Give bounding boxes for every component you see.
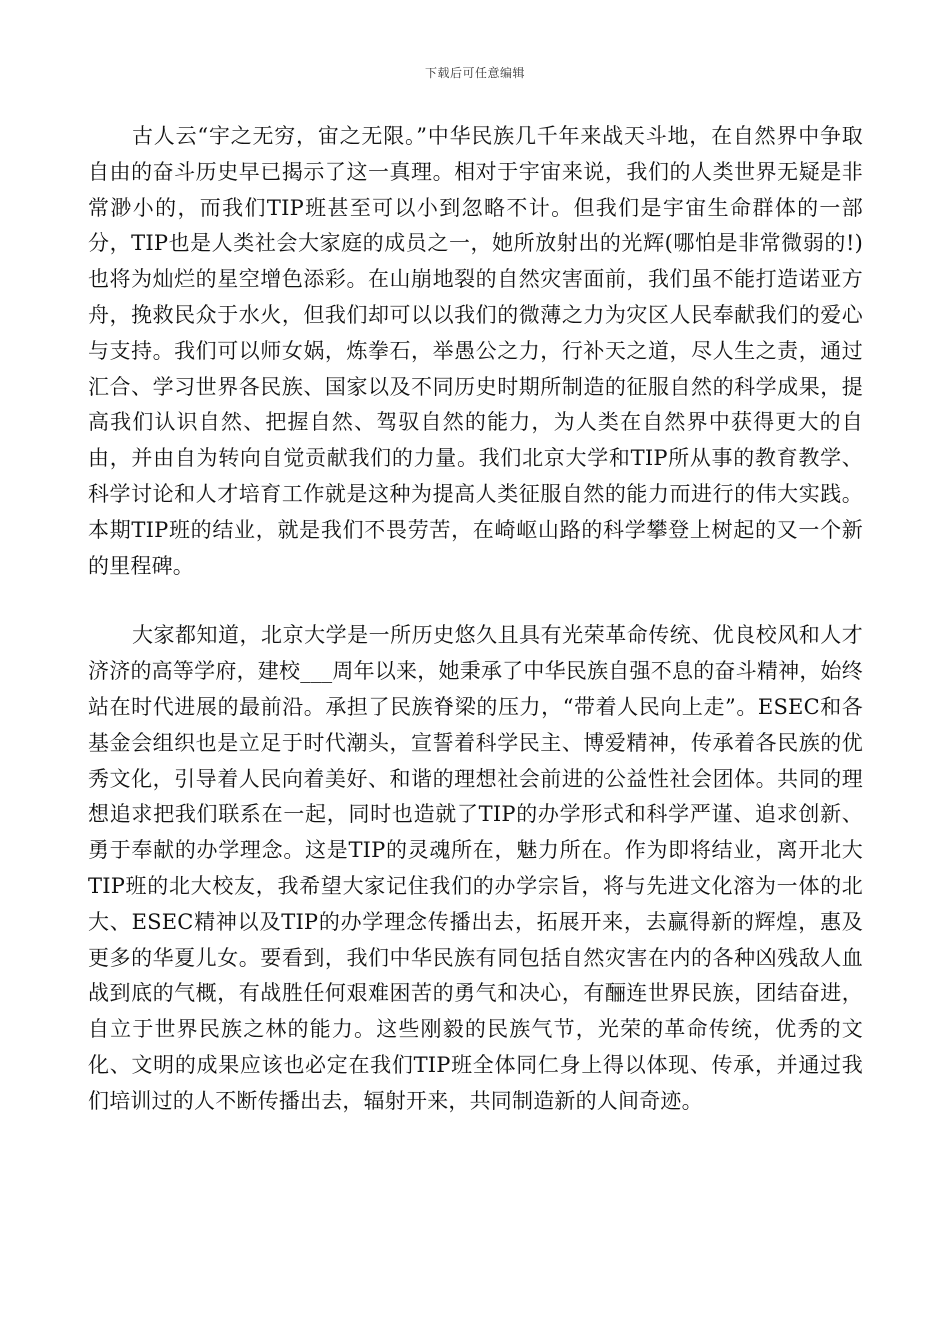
- paragraph-1: 古人云“宇之无穷，宙之无限。”中华民族几千年来战天斗地，在自然界中争取自由的奋斗历史早已揭示了这一真理。相对于宇宙来说，我们的人类世界无疑是非常渺小的，而我们TIP班甚至可以小到忽略不计。但我们是宇宙生命群体的一部分，TIP也是人类社会大家庭的成员之一，她所放射出的光辉(哪怕是非常微弱的!)也将为灿烂的星空增色添彩。在山崩地裂的自然灾害面前，我们虽不能打造诺亚方舟，挽救民众于水火，但我们却可以以我们的微薄之力为灾区人民奉献我们的爱心与支持。我们可以师女娲，炼拳石，举愚公之力，行补天之道，尽人生之责，通过汇合、学习世界各民族、国家以及不同历史时期所制造的征服自然的科学成果，提高我们认识自然、把握自然、驾驭自然的能力，为人类在自然界中获得更大的自由，并由自为转向自觉贡献我们的力量。我们北京大学和TIP所从事的教育教学、科学讨论和人才培育工作就是这种为提高人类征服自然的能力而进行的伟大实践。本期TIP班的结业，就是我们不畏劳苦，在崎岖山路的科学攀登上树起的又一个新的里程碑。: [88, 124, 863, 578]
- page-header: 下载后可任意编辑: [424, 66, 525, 80]
- paragraph-2: 大家都知道，北京大学是一所历史悠久且具有光荣革命传统、优良校风和人才济济的高等学府，建校___周年以来，她秉承了中华民族自强不息的奋斗精神，始终站在时代进展的最前沿。承担了民族脊梁的压力，“带着人民向上走”。ESEC和各基金会组织也是立足于时代潮头，宣誓着科学民主、博爱精神，传承着各民族的优秀文化，引导着人民向着美好、和谐的理想社会前进的公益性社会团体。共同的理想追求把我们联系在一起，同时也造就了TIP的办学形式和科学严谨、追求创新、勇于奉献的办学理念。这是TIP的灵魂所在，魅力所在。作为即将结业，离开北大TIP班的北大校友，我希望大家记住我们的办学宗旨，将与先进文化溶为一体的北大、ESEC精神以及TIP的办学理念传播出去，拓展开来，去赢得新的辉煌，惠及更多的华夏儿女。要看到，我们中华民族有同包括自然灾害在内的各种凶残敌人血战到底的气概，有战胜任何艰难困苦的勇气和决心，有酾连世界民族，团结奋进，自立于世界民族之林的能力。这些刚毅的民族气节，光荣的革命传统，优秀的文化、文明的成果应该也必定在我们TIP班全体同仁身上得以体现、传承，并通过我们培训过的人不断传播出去，辐射开来，共同制造新的人间奇迹。: [88, 623, 863, 1113]
- document-body: [88, 119, 863, 1120]
